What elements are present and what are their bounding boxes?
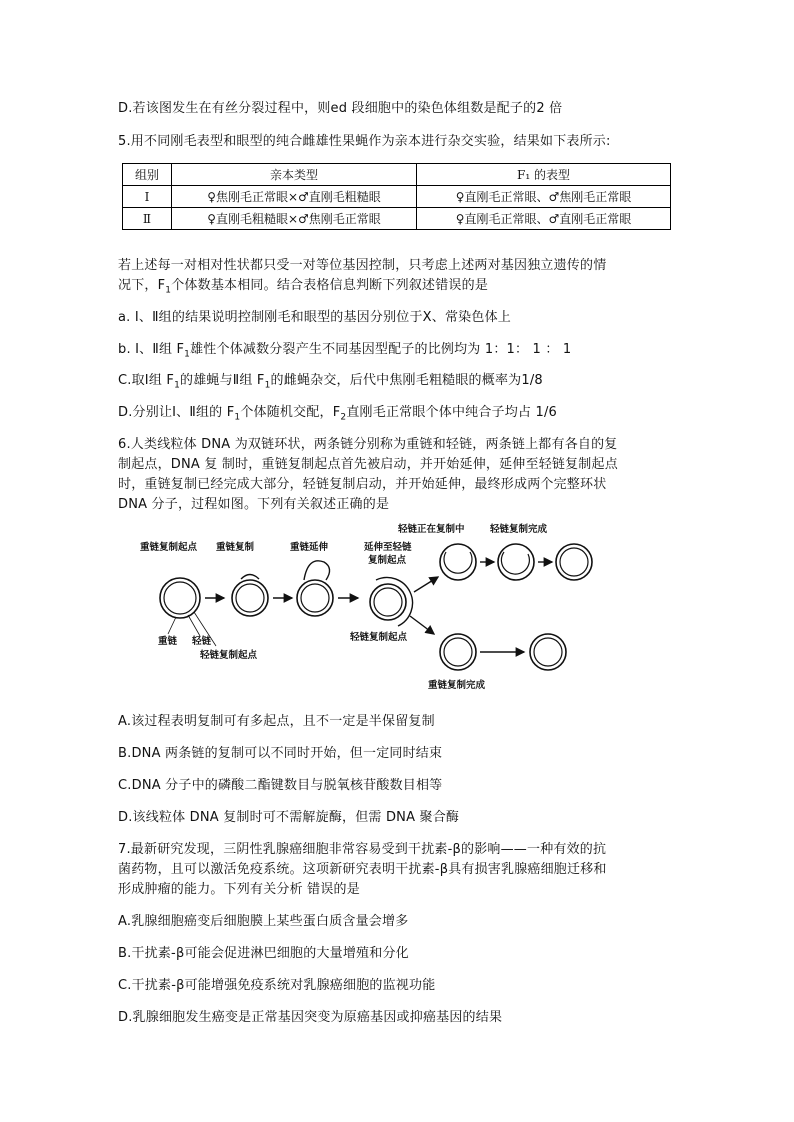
q5-option-c [118,369,678,391]
text-part: 况下，F [118,278,166,293]
q6-option-c: C.DNA 分子中的磷酸二酯键数目与脱氧核苷酸数目相等 [118,778,443,793]
table-header: F₁ 的表型 [417,164,671,186]
q7-option-c: C.干扰素-β可能增强免疫系统对乳腺癌细胞的监视功能 [118,978,436,993]
label-heavy-chain: 重链 [158,636,178,647]
subscript: 1 [264,380,271,391]
q5-condition-2 [118,274,678,296]
q7-stem-line-3: 形成肿瘤的能力。下列有关分析 错误的是 [118,882,360,897]
label-extend-to-light-2: 复制起点 [368,555,407,566]
q5-condition-1: 若上述每一对相对性状都只受一对等位基因控制，只考虑上述两对基因独立遗传的情 [118,258,607,273]
label-light-chain: 轻链 [192,636,212,647]
q5-stem: 5.用不同刚毛表型和眼型的纯合雌雄性果蝇作为亲本进行杂交实验，结果如下表所示: [118,134,611,149]
cross-results-table [122,163,671,230]
q6-option-a: A.该过程表明复制可有多起点，且不一定是半保留复制 [118,714,435,729]
q7-stem-line-1: 7.最新研究发现，三阴性乳腺癌细胞非常容易受到干扰素-β的影响——一种有效的抗 [118,842,607,857]
subscript: 1 [234,412,241,423]
subscript: 2 [340,412,347,423]
table-cell: ♀直刚毛正常眼、♂焦刚毛正常眼 [417,186,671,208]
mtdna-replication-diagram [128,522,596,692]
subscript: 1 [165,285,172,296]
text-part: 直刚毛正常眼个体中纯合子均占 1/6 [346,405,557,420]
text-part: 个体随机交配，F [240,405,341,420]
text-part: 的雄蝇与Ⅱ组 F [180,373,265,388]
q7-stem-line-2: 菌药物，且可以激活免疫系统。这项新研究表明干扰素-β具有损害乳腺癌细胞迁移和 [118,862,607,877]
label-light-origin: 轻链复制起点 [200,650,258,661]
q6-stem-line-4: DNA 分子，过程如图。下列有关叙述正确的是 [118,497,390,512]
table-cell: ♀焦刚毛正常眼×♂直刚毛粗糙眼 [172,186,417,208]
label-heavy-replication: 重链复制 [216,542,255,553]
label-extend-to-light: 延伸至轻链 [364,542,412,553]
q6-stem-line-2: 制起点，DNA 复 制时，重链复制起点首先被启动，并开始延伸，延伸至轻链复制起点 [118,457,618,472]
text-part: 个体数基本相同。结合表格信息判断下列叙述错误的是 [171,278,489,293]
q7-option-a: A.乳腺细胞癌变后细胞膜上某些蛋白质含量会增多 [118,914,409,929]
label-light-in-progress: 轻链正在复制中 [398,524,465,535]
q6-option-d: D.该线粒体 DNA 复制时可不需解旋酶，但需 DNA 聚合酶 [118,810,460,825]
text-part: b. Ⅰ、Ⅱ组 F [118,342,185,357]
label-heavy-done: 重链复制完成 [428,680,486,691]
q5-option-b [118,338,678,360]
table-cell: Ⅰ [123,186,172,208]
q6-stem-line-3: 时，重链复制已经完成大部分，轻链复制启动，并开始延伸，最终形成两个完整环状 [118,477,607,492]
q5-option-a: a. Ⅰ、Ⅱ组的结果说明控制刚毛和眼型的基因分别位于X、常染色体上 [118,310,511,325]
text-part: C.取Ⅰ组 F [118,373,175,388]
subscript: 1 [184,349,191,360]
table-row [123,208,671,230]
table-header: 组别 [123,164,172,186]
q6-option-b: B.DNA 两条链的复制可以不同时开始，但一定同时结束 [118,746,443,761]
label-light-origin-2: 轻链复制起点 [350,632,408,643]
table-cell: ♀直刚毛粗糙眼×♂焦刚毛正常眼 [172,208,417,230]
q7-option-b: B.干扰素-β可能会促进淋巴细胞的大量增殖和分化 [118,946,409,961]
table-cell: Ⅱ [123,208,172,230]
label-heavy-extension: 重链延伸 [290,542,329,553]
table-header: 亲本类型 [172,164,417,186]
text-part: 的雌蝇杂交，后代中焦刚毛粗糙眼的概率为1/8 [270,373,543,388]
table-header-row [123,164,671,186]
text-part: 雄性个体减数分裂产生不同基因型配子的比例均为 1：1： 1 ： 1 [190,342,572,357]
label-light-done: 轻链复制完成 [490,524,548,535]
q7-option-d: D.乳腺细胞发生癌变是正常基因突变为原癌基因或抑癌基因的结果 [118,1010,503,1025]
label-heavy-origin: 重链复制起点 [140,542,198,553]
q4-option-d: D.若该图发生在有丝分裂过程中，则ed 段细胞中的染色体组数是配子的2 倍 [118,101,563,116]
q5-option-d [118,401,678,423]
subscript: 1 [174,380,180,391]
table-row [123,186,671,208]
text-part: D.分别让Ⅰ、Ⅱ组的 F [118,405,235,420]
q6-stem-line-1: 6.人类线粒体 DNA 为双链环状，两条链分别称为重链和轻链，两条链上都有各自的复 [118,437,618,452]
table-cell: ♀直刚毛正常眼、♂直刚毛正常眼 [417,208,671,230]
